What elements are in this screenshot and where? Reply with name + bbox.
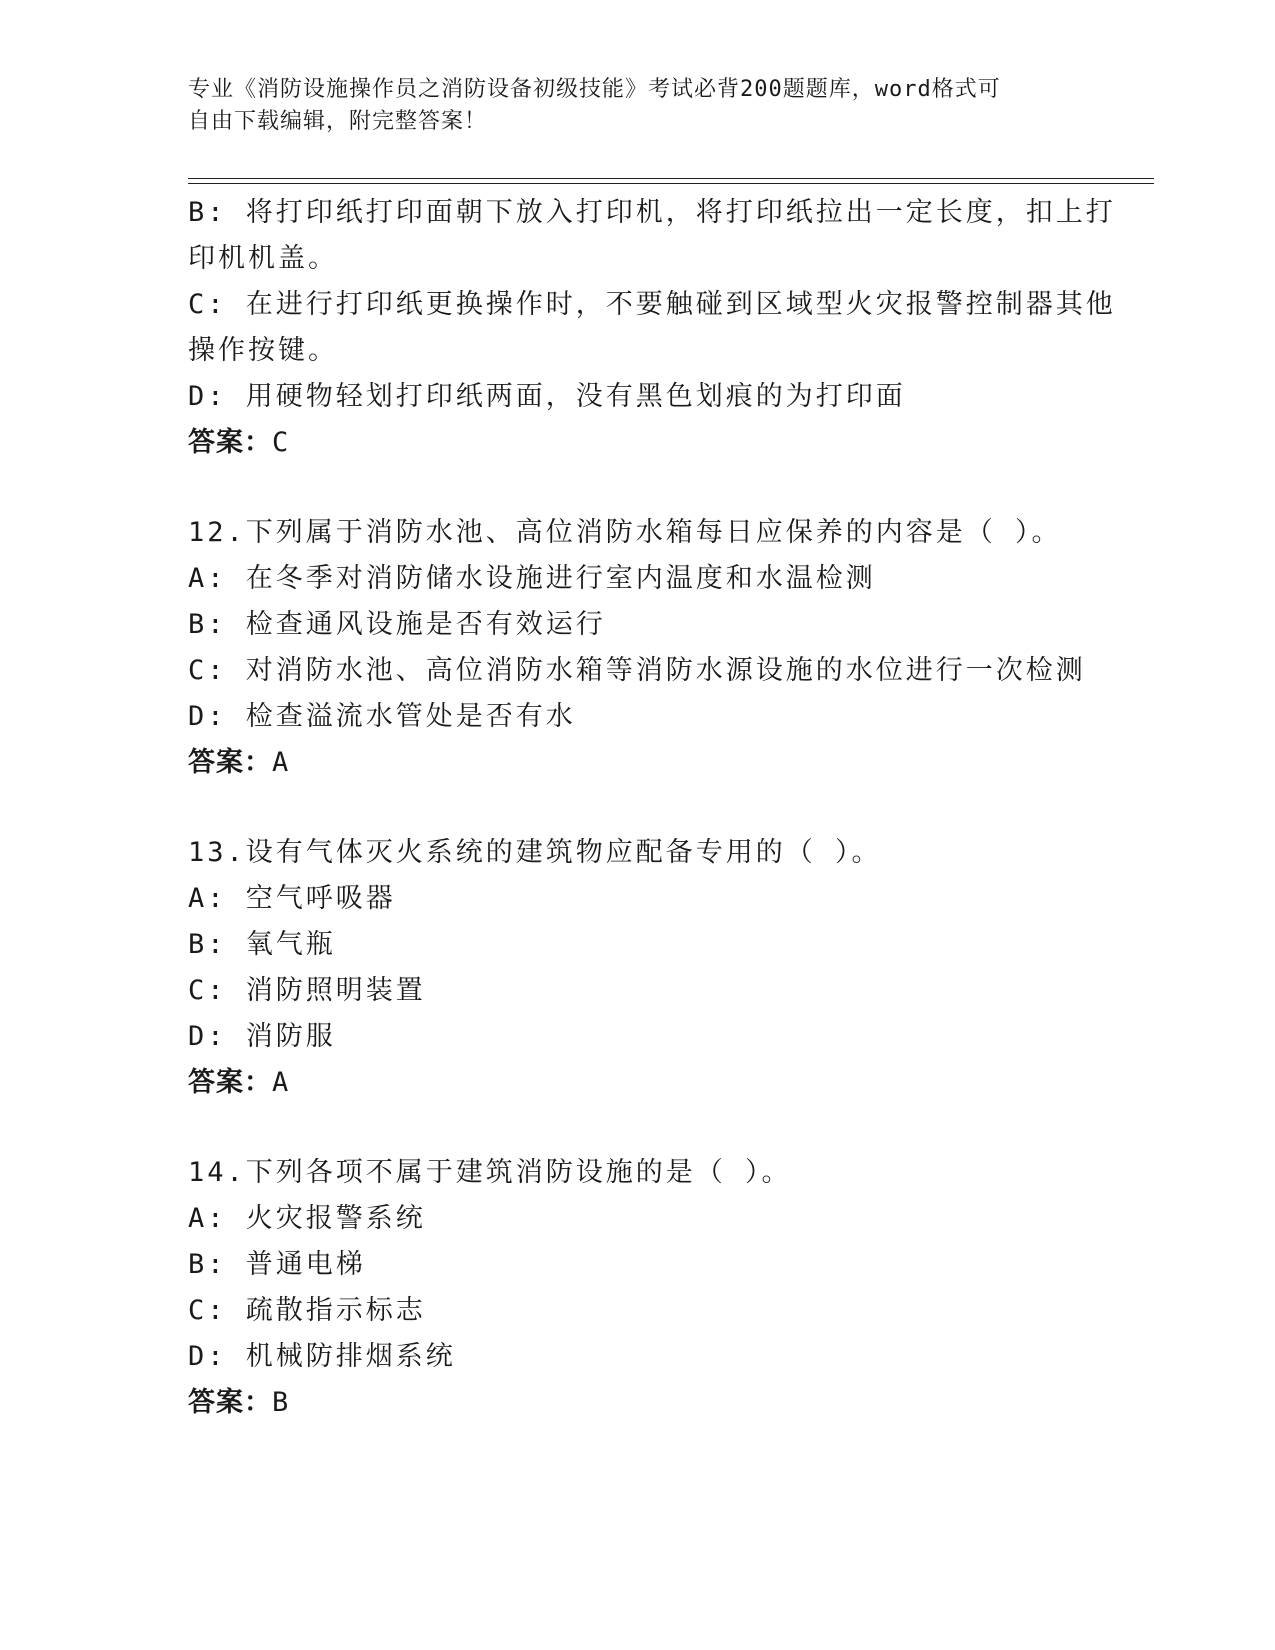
option-b-line-1: B: 将打印纸打印面朝下放入打印机，将打印纸拉出一定长度，扣上打 <box>188 197 1116 228</box>
header-rule-bottom <box>188 183 1154 184</box>
answer <box>188 1060 1088 1106</box>
header-line-2: 自由下载编辑，附完整答案！ <box>188 109 488 134</box>
option-b-line-2: 印机机盖。 <box>188 243 338 274</box>
answer <box>188 740 1088 786</box>
answer-value: C <box>272 427 290 458</box>
option-c: C: 消防照明装置 <box>188 975 426 1006</box>
question-stem: 13.设有气体灭火系统的建筑物应配备专用的（ ）。 <box>188 837 882 868</box>
option-d: D: 用硬物轻划打印纸两面，没有黑色划痕的为打印面 <box>188 381 906 412</box>
header-line-1: 专业《消防设施操作员之消防设备初级技能》考试必背200题题库，word格式可 <box>188 77 1001 102</box>
answer-label: 答案： <box>188 427 272 458</box>
answer-value: B <box>272 1387 290 1418</box>
option-d: D: 机械防排烟系统 <box>188 1341 456 1372</box>
answer-value: A <box>272 747 290 778</box>
document-header <box>188 74 1068 138</box>
option-c-line-2: 操作按键。 <box>188 335 338 366</box>
question-13 <box>188 830 1088 1106</box>
question-14 <box>188 1150 1088 1426</box>
option-a: A: 火灾报警系统 <box>188 1203 426 1234</box>
option-b: B: 普通电梯 <box>188 1249 366 1280</box>
question-11-continued <box>188 190 1116 466</box>
answer-label: 答案： <box>188 747 272 778</box>
answer-label: 答案： <box>188 1067 272 1098</box>
answer <box>188 1380 1088 1426</box>
option-a: A: 在冬季对消防储水设施进行室内温度和水温检测 <box>188 563 876 594</box>
option-d: D: 消防服 <box>188 1021 336 1052</box>
answer-value: A <box>272 1067 290 1098</box>
option-c-line-1: C: 在进行打印纸更换操作时，不要触碰到区域型火灾报警控制器其他 <box>188 289 1116 320</box>
header-rule-top <box>188 178 1154 179</box>
question-12 <box>188 510 1088 786</box>
answer-label: 答案： <box>188 1387 272 1418</box>
option-d: D: 检查溢流水管处是否有水 <box>188 701 576 732</box>
option-a: A: 空气呼吸器 <box>188 883 396 914</box>
question-stem: 12.下列属于消防水池、高位消防水箱每日应保养的内容是（ ）。 <box>188 517 1062 548</box>
question-stem: 14.下列各项不属于建筑消防设施的是（ ）。 <box>188 1157 792 1188</box>
question-list <box>188 190 1116 1426</box>
option-c: C: 对消防水池、高位消防水箱等消防水源设施的水位进行一次检测 <box>188 655 1086 686</box>
answer <box>188 420 1088 466</box>
option-b: B: 检查通风设施是否有效运行 <box>188 609 606 640</box>
option-c: C: 疏散指示标志 <box>188 1295 426 1326</box>
option-b: B: 氧气瓶 <box>188 929 336 960</box>
